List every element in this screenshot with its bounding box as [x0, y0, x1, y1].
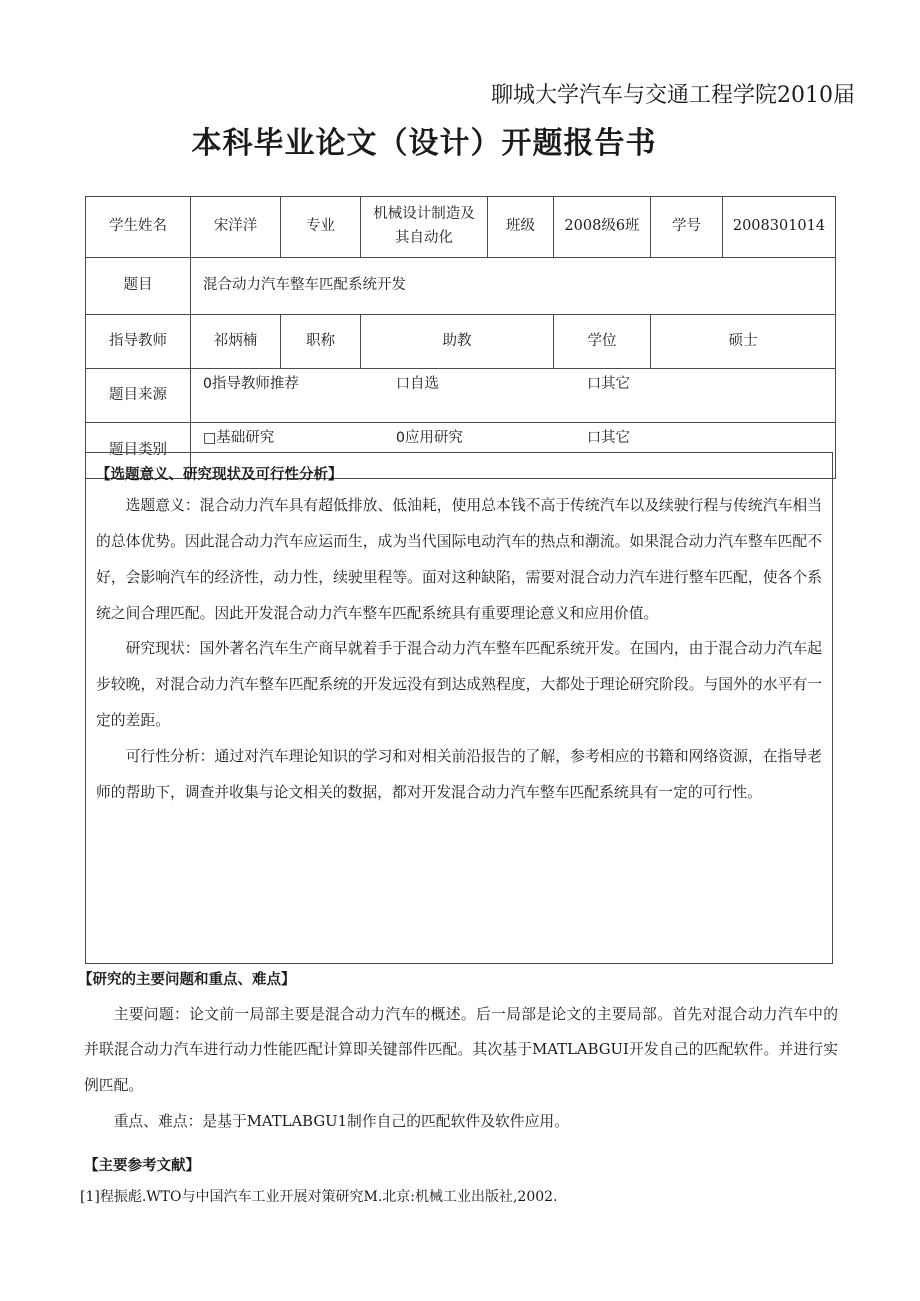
label-degree: 学位: [554, 315, 651, 369]
label-student-id: 学号: [651, 197, 723, 258]
checkbox-icon[interactable]: 0: [396, 430, 405, 446]
option-label: 指导教师推荐: [211, 376, 299, 392]
value-academic-rank: 助教: [361, 315, 554, 369]
value-degree: 硕士: [651, 315, 836, 369]
feasibility-paragraph: 可行性分析：通过对汽车理论知识的学习和对相关前沿报告的了解，参考相应的书籍和网络资源，在指导老师的帮助下，调查并收集与论文相关的数据，都对开发混合动力汽车整车匹配系统具有一定的可行性。: [96, 747, 822, 801]
value-student-id: 2008301014: [723, 197, 836, 258]
option-applied-research[interactable]: [396, 427, 463, 451]
checkbox-icon[interactable]: 口: [587, 430, 601, 446]
main-problems-paragraph: 主要问题：论文前一局部主要是混合动力汽车的概述。后一局部是论文的主要局部。首先对混合动力汽车中的并联混合动力汽车进行动力性能匹配计算即关键部件匹配。其次基于MATLABGUI开发自己的匹配软件。并进行实例匹配。: [84, 1005, 838, 1095]
option-label: 其它: [601, 376, 630, 392]
checkbox-icon[interactable]: 口: [587, 376, 601, 392]
value-class: 2008级6班: [554, 197, 651, 258]
institution-title: 聊城大学汽车与交通工程学院2010届: [491, 83, 855, 108]
option-label: 基础研究: [216, 430, 275, 446]
label-academic-rank: 职称: [281, 315, 361, 369]
label-topic-source: 题目来源: [86, 369, 191, 423]
checkbox-icon[interactable]: 口: [396, 376, 410, 392]
value-advisor: 祁炳楠: [191, 315, 281, 369]
label-class: 班级: [488, 197, 554, 258]
significance-paragraph: 选题意义：混合动力汽车具有超低排放、低油耗，使用总本钱不高于传统汽车以及续驶行程与传统汽车相当的总体优势。因此混合动力汽车应运而生，成为当代国际电动汽车的热点和潮流。如果混合动力汽车整车匹配不好，会影响汽车的经济性，动力性，续驶里程等。面对这种缺陷，需要对混合动力汽车进行整车匹配，使各个系统之间合理匹配。因此开发混合动力汽车整车匹配系统具有重要理论意义和应用价值。: [96, 497, 822, 622]
checkbox-icon[interactable]: □: [203, 430, 217, 446]
significance-section-box: [85, 452, 833, 964]
key-difficulties-paragraph: 重点、难点：是基于MATLABGU1制作自己的匹配软件及软件应用。: [113, 1113, 569, 1131]
value-major: 机械设计制造及其自动化: [361, 197, 488, 258]
table-row-topic: [86, 258, 836, 315]
checkbox-icon[interactable]: 0: [203, 376, 212, 392]
option-other-source[interactable]: [587, 373, 630, 397]
option-label: 其它: [601, 430, 630, 446]
label-student-name: 学生姓名: [86, 197, 191, 258]
student-info-table: [85, 196, 836, 479]
option-advisor-recommended[interactable]: [203, 373, 299, 397]
problems-heading: 【研究的主要问题和重点、难点】: [78, 971, 296, 988]
page-title: 本科毕业论文（设计）开题报告书: [191, 126, 657, 161]
table-row-basic-info: [86, 197, 836, 258]
references-heading: 【主要参考文献】: [84, 1156, 200, 1174]
label-advisor: 指导教师: [86, 315, 191, 369]
reference-item: [1]程振彪.WTO与中国汽车工业开展对策研究M.北京:机械工业出版社,2002.: [80, 1189, 558, 1206]
topic-source-options: [191, 369, 836, 423]
option-other-category[interactable]: [587, 427, 630, 451]
research-status-paragraph: 研究现状：国外著名汽车生产商早就着手于混合动力汽车整车匹配系统开发。在国内，由于混合动力汽车起步较晚，对混合动力汽车整车匹配系统的开发远没有到达成熟程度，大都处于理论研究阶段。与国外的水平有一定的差距。: [96, 640, 822, 729]
label-topic: 题目: [86, 258, 191, 315]
option-label: 自选: [410, 376, 439, 392]
table-row-advisor: [86, 315, 836, 369]
option-basic-research[interactable]: [203, 427, 274, 451]
option-self-selected[interactable]: [396, 373, 439, 397]
table-row-topic-source: [86, 369, 836, 423]
label-major: 专业: [281, 197, 361, 258]
value-topic: 混合动力汽车整车匹配系统开发: [191, 258, 836, 315]
option-label: 应用研究: [404, 430, 463, 446]
value-student-name: 宋洋洋: [191, 197, 281, 258]
lower-sections: [78, 968, 838, 1211]
significance-heading: 【选题意义、研究现状及可行性分析】: [96, 466, 343, 483]
label-topic-category: 题目类别: [86, 423, 191, 479]
